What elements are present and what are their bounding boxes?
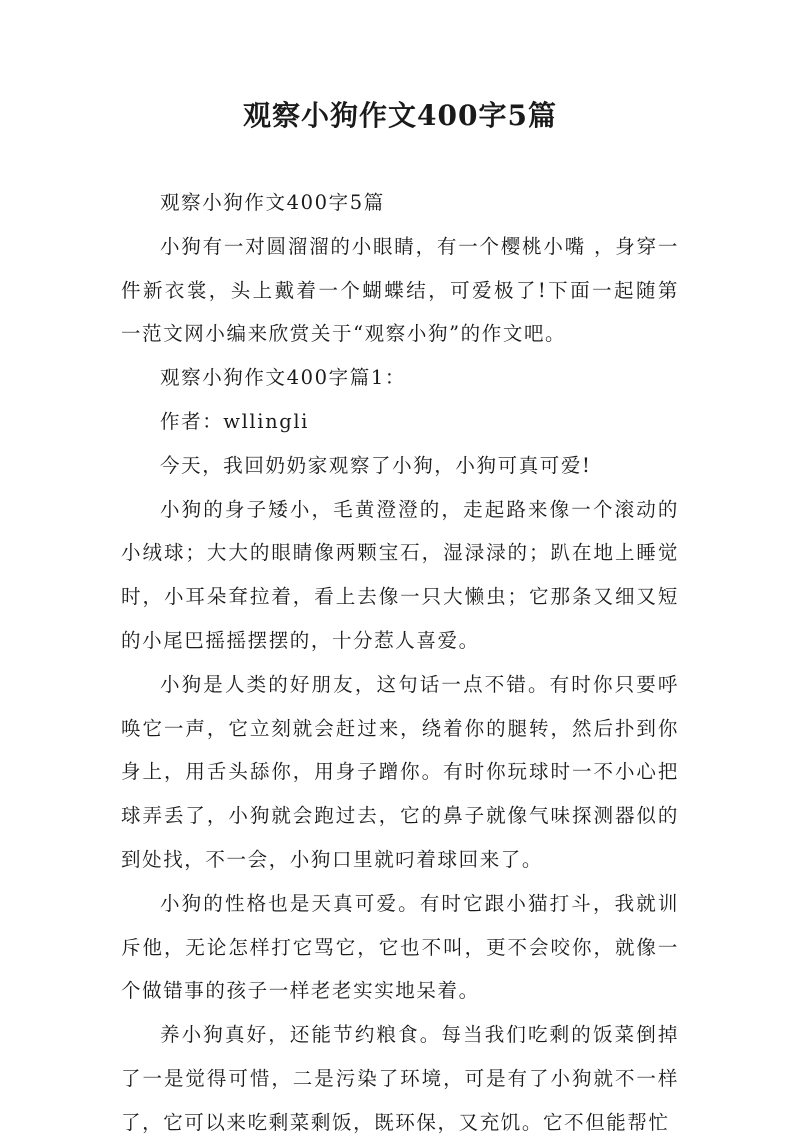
document-body — [121, 181, 679, 1145]
paragraph: 小狗的性格也是天真可爱。有时它跟小猫打斗，我就训斥他，无论怎样打它骂它，它也不叫，更不会咬你，就像一个做错事的孩子一样老老实实地呆着。 — [121, 891, 679, 1003]
paragraph-author: 作者：wllingli — [160, 409, 310, 433]
paragraph: 小狗是人类的好朋友，这句话一点不错。有时你只要呼唤它一声，它立刻就会赶过来，绕着你的腿转，然后扑到你身上，用舌头舔你，用身子蹭你。有时你玩球时一不小心把球弄丢了，小狗就会跑过去，它的鼻子就像气味探测器似的到处找，不一会，小狗口里就叼着球回来了。 — [121, 672, 679, 871]
paragraph-essay-heading: 观察小狗作文400字篇1： — [160, 366, 406, 390]
paragraph-intro: 小狗有一对圆溜溜的小眼睛，有一个樱桃小嘴 ，身穿一件新衣裳，头上戴着一个蝴蝶结，可爱极了!下面一起随第一范文网小编来欣赏关于“观察小狗”的作文吧。 — [121, 234, 679, 346]
paragraph: 小狗的身子矮小，毛黄澄澄的，走起路来像一个滚动的小绒球；大大的眼睛像两颗宝石，湿渌渌的；趴在地上睡觉时，小耳朵耷拉着，看上去像一只大懒虫；它那条又细又短的小尾巴摇摇摆摆的，十分惹人喜爱。 — [121, 497, 679, 652]
paragraph-subtitle: 观察小狗作文400字5篇 — [160, 191, 385, 214]
paragraph: 今天，我回奶奶家观察了小狗，小狗可真可爱! — [160, 453, 592, 477]
document-title: 观察小狗作文400字5篇 — [243, 99, 557, 132]
paragraph: 养小狗真好，还能节约粮食。每当我们吃剩的饭菜倒掉了一是觉得可惜，二是污染了环境，可是有了小狗就不一样了，它可以来吃剩菜剩饭，既环保，又充饥。它不但能帮忙 — [121, 1023, 679, 1134]
